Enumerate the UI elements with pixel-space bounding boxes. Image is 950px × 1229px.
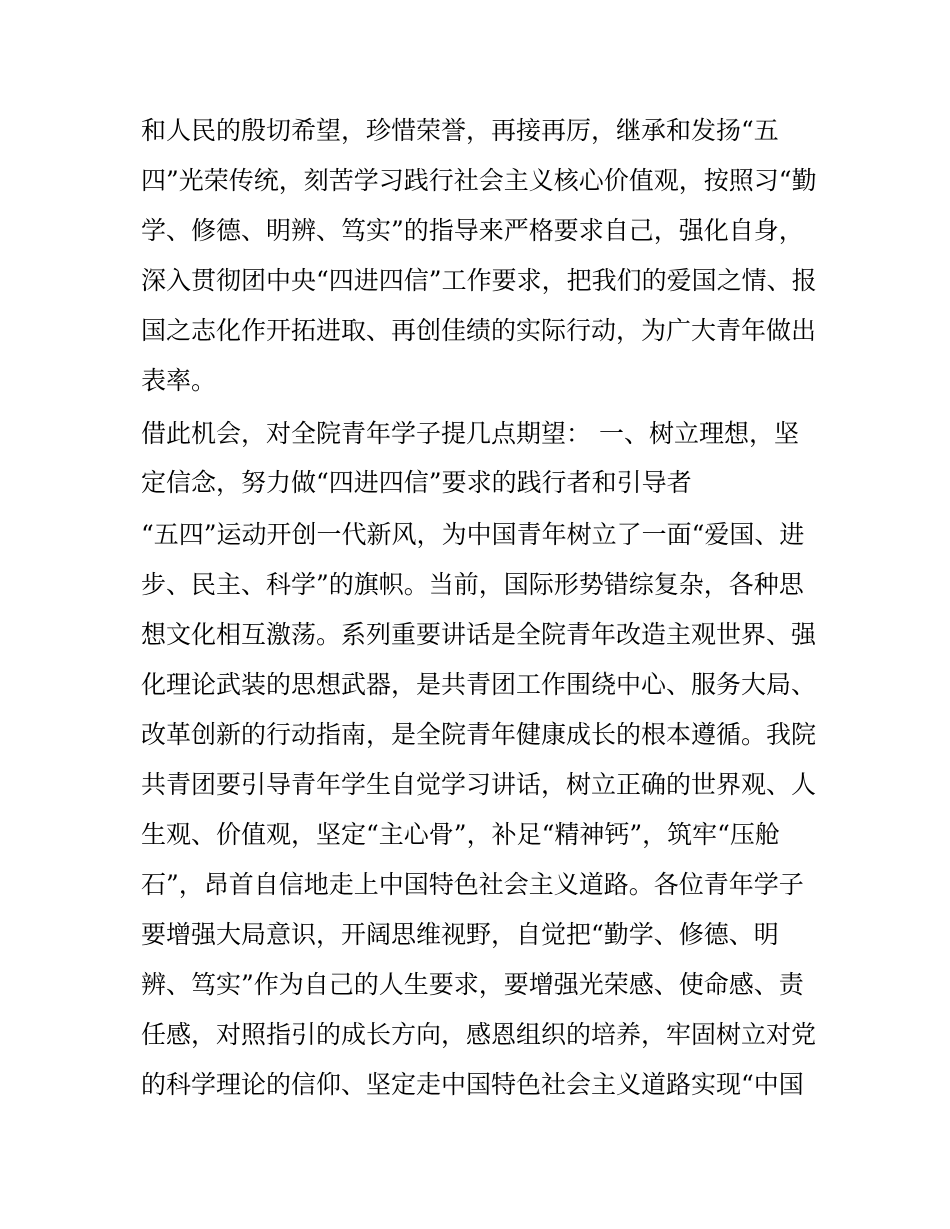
text-line: 改革创新的行动指南，是全院青年健康成长的根本遵循。我院: [141, 720, 817, 749]
text-line: 国之志化作开拓进取、再创佳绩的实际行动，为广大青年做出: [141, 316, 817, 345]
text-line: 四”光荣传统，刻苦学习践行社会主义核心价值观，按照习“勤: [141, 166, 817, 195]
text-line: 化理论武装的思想武器，是共青团工作围绕中心、服务大局、: [141, 670, 817, 699]
text-line: 借此机会，对全院青年学子提几点期望： 一、树立理想，坚: [141, 419, 799, 448]
text-line: “五四”运动开创一代新风，为中国青年树立了一面“爱国、进: [141, 520, 805, 549]
text-line: 生观、价值观，坚定“主心骨”，补足“精神钙”，筑牢“压舱: [141, 820, 780, 849]
text-line: 定信念，努力做“四进四信”要求的践行者和引导者: [141, 468, 692, 497]
text-line: 要增强大局意识，开阔思维视野，自觉把“勤学、修德、明: [141, 920, 779, 949]
text-line: 学、修德、明辨、笃实”的指导来严格要求自己，强化自身，: [141, 216, 804, 245]
text-line: 深入贯彻团中央“四进四信”工作要求，把我们的爱国之情、报: [141, 266, 817, 295]
text-line: 和人民的殷切希望，珍惜荣誉，再接再厉，继承和发扬“五: [141, 116, 779, 145]
text-line: 的科学理论的信仰、坚定走中国特色社会主义道路实现“中国: [141, 1070, 804, 1099]
text-line: 想文化相互激荡。系列重要讲话是全院青年改造主观世界、强: [141, 620, 817, 649]
text-line: 辨、笃实”作为自己的人生要求，要增强光荣感、使命感、责: [141, 970, 804, 999]
text-line: 步、民主、科学”的旗帜。当前，国际形势错综复杂，各种思: [141, 570, 804, 599]
text-line: 表率。: [141, 366, 217, 395]
text-line: 共青团要引导青年学生自觉学习讲话，树立正确的世界观、人: [141, 770, 817, 799]
text-line: 石”，昂首自信地走上中国特色社会主义道路。各位青年学子: [141, 870, 804, 899]
text-line: 任感，对照指引的成长方向，感恩组织的培养，牢固树立对党: [141, 1020, 817, 1049]
